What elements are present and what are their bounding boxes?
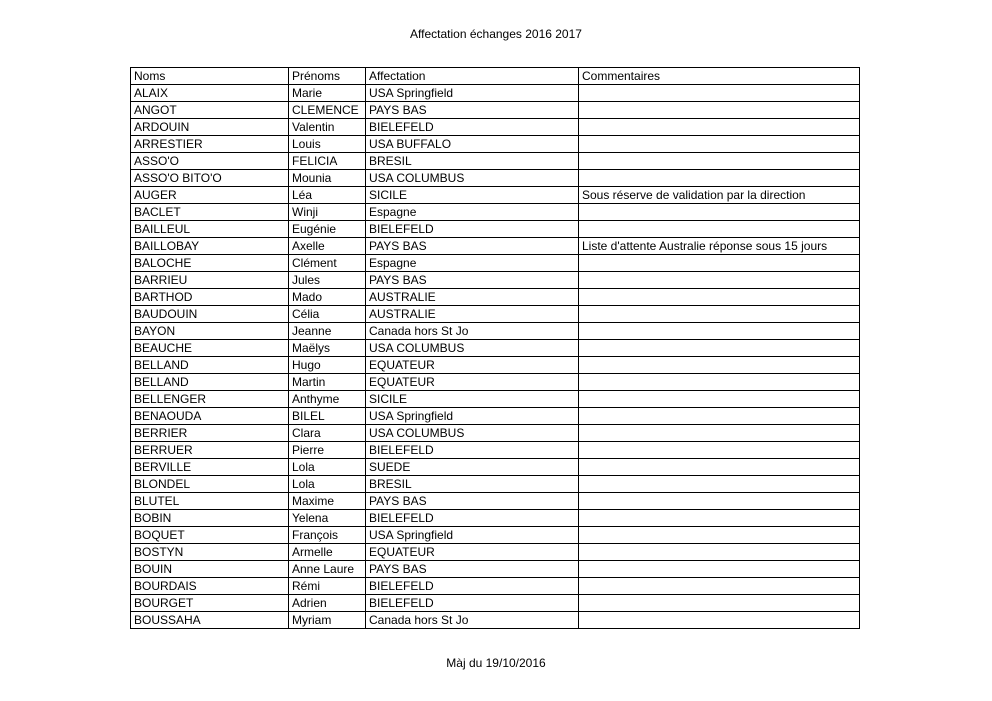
column-header-noms: Noms — [131, 68, 289, 85]
cell-prenom: Léa — [289, 187, 366, 204]
table-row — [131, 476, 860, 493]
cell-commentaire — [579, 527, 860, 544]
cell-nom: ANGOT — [131, 102, 289, 119]
cell-prenom: Martin — [289, 374, 366, 391]
cell-nom: BARTHOD — [131, 289, 289, 306]
cell-affectation: BIELEFELD — [366, 578, 579, 595]
cell-prenom: Rémi — [289, 578, 366, 595]
table-row — [131, 612, 860, 629]
cell-prenom: Lola — [289, 476, 366, 493]
table-row — [131, 102, 860, 119]
cell-affectation: PAYS BAS — [366, 102, 579, 119]
cell-affectation: AUSTRALIE — [366, 289, 579, 306]
cell-affectation: PAYS BAS — [366, 238, 579, 255]
cell-nom: ARDOUIN — [131, 119, 289, 136]
table-row — [131, 357, 860, 374]
cell-prenom: Maxime — [289, 493, 366, 510]
cell-prenom: Célia — [289, 306, 366, 323]
cell-affectation: USA BUFFALO — [366, 136, 579, 153]
cell-prenom: Maëlys — [289, 340, 366, 357]
cell-prenom: BILEL — [289, 408, 366, 425]
cell-nom: ASSO'O — [131, 153, 289, 170]
cell-prenom: Adrien — [289, 595, 366, 612]
cell-affectation: USA COLUMBUS — [366, 170, 579, 187]
table-row — [131, 561, 860, 578]
table-body — [131, 68, 860, 629]
cell-nom: BERVILLE — [131, 459, 289, 476]
cell-prenom: Axelle — [289, 238, 366, 255]
table-row — [131, 255, 860, 272]
cell-prenom: Mounia — [289, 170, 366, 187]
table-row — [131, 340, 860, 357]
cell-commentaire: Sous réserve de validation par la direction — [579, 187, 860, 204]
cell-prenom: Armelle — [289, 544, 366, 561]
cell-nom: BERRIER — [131, 425, 289, 442]
cell-affectation: USA COLUMBUS — [366, 425, 579, 442]
cell-affectation: AUSTRALIE — [366, 306, 579, 323]
table-row — [131, 459, 860, 476]
cell-nom: BENAOUDA — [131, 408, 289, 425]
cell-nom: BELLENGER — [131, 391, 289, 408]
column-header-prenoms: Prénoms — [289, 68, 366, 85]
cell-nom: BAUDOUIN — [131, 306, 289, 323]
cell-affectation: EQUATEUR — [366, 374, 579, 391]
cell-commentaire — [579, 510, 860, 527]
table-row — [131, 153, 860, 170]
cell-commentaire — [579, 595, 860, 612]
table-row — [131, 272, 860, 289]
cell-affectation: BIELEFELD — [366, 595, 579, 612]
cell-prenom: Clara — [289, 425, 366, 442]
cell-affectation: PAYS BAS — [366, 561, 579, 578]
cell-nom: BAYON — [131, 323, 289, 340]
table-row — [131, 85, 860, 102]
column-header-commentaires: Commentaires — [579, 68, 860, 85]
cell-affectation: BIELEFELD — [366, 221, 579, 238]
cell-prenom: Pierre — [289, 442, 366, 459]
cell-commentaire — [579, 493, 860, 510]
cell-nom: BOSTYN — [131, 544, 289, 561]
page-title: Affectation échanges 2016 2017 — [410, 27, 582, 41]
cell-commentaire — [579, 340, 860, 357]
cell-commentaire — [579, 357, 860, 374]
cell-prenom: Jeanne — [289, 323, 366, 340]
cell-commentaire — [579, 374, 860, 391]
table-row — [131, 170, 860, 187]
cell-nom: BLONDEL — [131, 476, 289, 493]
cell-nom: BELLAND — [131, 357, 289, 374]
cell-prenom: Winji — [289, 204, 366, 221]
cell-affectation: Espagne — [366, 255, 579, 272]
table-row — [131, 306, 860, 323]
cell-nom: BLUTEL — [131, 493, 289, 510]
table-row — [131, 442, 860, 459]
cell-prenom: Eugénie — [289, 221, 366, 238]
cell-commentaire — [579, 102, 860, 119]
cell-prenom: Marie — [289, 85, 366, 102]
cell-commentaire — [579, 561, 860, 578]
cell-affectation: BIELEFELD — [366, 119, 579, 136]
cell-affectation: BIELEFELD — [366, 442, 579, 459]
cell-prenom: Jules — [289, 272, 366, 289]
cell-nom: AUGER — [131, 187, 289, 204]
cell-commentaire — [579, 85, 860, 102]
cell-affectation: SICILE — [366, 391, 579, 408]
cell-prenom: Anthyme — [289, 391, 366, 408]
cell-prenom: Myriam — [289, 612, 366, 629]
cell-commentaire — [579, 306, 860, 323]
cell-commentaire — [579, 391, 860, 408]
cell-commentaire — [579, 153, 860, 170]
cell-nom: BOURGET — [131, 595, 289, 612]
cell-prenom: Valentin — [289, 119, 366, 136]
cell-affectation: USA Springfield — [366, 527, 579, 544]
cell-prenom: Louis — [289, 136, 366, 153]
table-row — [131, 391, 860, 408]
table-row — [131, 493, 860, 510]
cell-commentaire — [579, 323, 860, 340]
cell-affectation: USA COLUMBUS — [366, 340, 579, 357]
cell-prenom: Hugo — [289, 357, 366, 374]
cell-affectation: USA Springfield — [366, 408, 579, 425]
cell-commentaire — [579, 204, 860, 221]
cell-nom: BARRIEU — [131, 272, 289, 289]
cell-affectation: PAYS BAS — [366, 272, 579, 289]
table-row — [131, 221, 860, 238]
cell-nom: BAILLOBAY — [131, 238, 289, 255]
cell-nom: BAILLEUL — [131, 221, 289, 238]
cell-nom: BOURDAIS — [131, 578, 289, 595]
update-date: Màj du 19/10/2016 — [446, 656, 546, 670]
cell-affectation: BIELEFELD — [366, 510, 579, 527]
table-row — [131, 323, 860, 340]
cell-affectation: BRESIL — [366, 476, 579, 493]
table-row — [131, 187, 860, 204]
cell-commentaire: Liste d'attente Australie réponse sous 15 jours — [579, 238, 860, 255]
cell-commentaire — [579, 170, 860, 187]
cell-prenom: Clément — [289, 255, 366, 272]
cell-commentaire — [579, 221, 860, 238]
cell-prenom: Yelena — [289, 510, 366, 527]
table-row — [131, 374, 860, 391]
cell-nom: BALOCHE — [131, 255, 289, 272]
cell-prenom: François — [289, 527, 366, 544]
table-row — [131, 578, 860, 595]
table-row — [131, 119, 860, 136]
cell-affectation: PAYS BAS — [366, 493, 579, 510]
cell-prenom: CLEMENCE — [289, 102, 366, 119]
cell-commentaire — [579, 544, 860, 561]
cell-nom: BOQUET — [131, 527, 289, 544]
table-row — [131, 289, 860, 306]
cell-nom: BERRUER — [131, 442, 289, 459]
table-row — [131, 595, 860, 612]
cell-affectation: SICILE — [366, 187, 579, 204]
cell-affectation: Canada hors St Jo — [366, 323, 579, 340]
cell-commentaire — [579, 289, 860, 306]
table-row — [131, 238, 860, 255]
table-row — [131, 510, 860, 527]
cell-commentaire — [579, 578, 860, 595]
cell-nom: BOBIN — [131, 510, 289, 527]
cell-nom: ALAIX — [131, 85, 289, 102]
table-row — [131, 527, 860, 544]
cell-nom: ASSO'O BITO'O — [131, 170, 289, 187]
cell-affectation: SUEDE — [366, 459, 579, 476]
table-row — [131, 408, 860, 425]
cell-commentaire — [579, 255, 860, 272]
table-row — [131, 425, 860, 442]
cell-commentaire — [579, 425, 860, 442]
cell-commentaire — [579, 612, 860, 629]
cell-prenom: Mado — [289, 289, 366, 306]
cell-prenom: FELICIA — [289, 153, 366, 170]
cell-commentaire — [579, 459, 860, 476]
cell-affectation: EQUATEUR — [366, 544, 579, 561]
cell-prenom: Anne Laure — [289, 561, 366, 578]
table-row — [131, 544, 860, 561]
cell-affectation: Canada hors St Jo — [366, 612, 579, 629]
cell-nom: BELLAND — [131, 374, 289, 391]
cell-nom: BEAUCHE — [131, 340, 289, 357]
cell-commentaire — [579, 272, 860, 289]
cell-affectation: USA Springfield — [366, 85, 579, 102]
column-header-affectation: Affectation — [366, 68, 579, 85]
header-row — [131, 68, 860, 85]
cell-commentaire — [579, 408, 860, 425]
cell-affectation: EQUATEUR — [366, 357, 579, 374]
cell-commentaire — [579, 476, 860, 493]
cell-nom: ARRESTIER — [131, 136, 289, 153]
assignment-table — [130, 67, 860, 629]
cell-commentaire — [579, 136, 860, 153]
cell-affectation: BRESIL — [366, 153, 579, 170]
cell-commentaire — [579, 119, 860, 136]
cell-prenom: Lola — [289, 459, 366, 476]
cell-nom: BOUIN — [131, 561, 289, 578]
cell-nom: BOUSSAHA — [131, 612, 289, 629]
cell-commentaire — [579, 442, 860, 459]
cell-affectation: Espagne — [366, 204, 579, 221]
table-row — [131, 136, 860, 153]
table-row — [131, 204, 860, 221]
cell-nom: BACLET — [131, 204, 289, 221]
